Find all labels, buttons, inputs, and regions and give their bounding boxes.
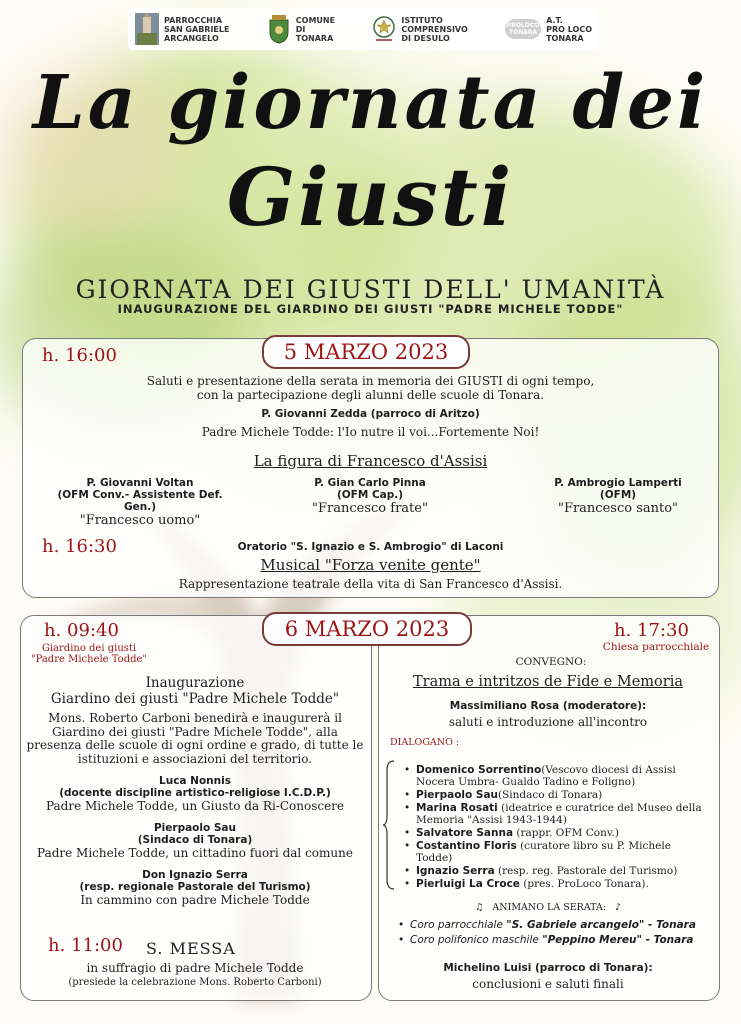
inaugurazione-desc-2: Giardino dei giusti "Padre Michele Todde", alla [52, 724, 338, 739]
day1-date: 5 MARZO 2023 [262, 335, 470, 369]
col-talk: "Francesco frate" [312, 501, 428, 516]
list-item: • Ignazio Serra (resp. reg. Pastorale del Turismo) [404, 865, 710, 877]
day1-col-3 [518, 477, 718, 516]
church-photo-icon [134, 13, 160, 45]
proloco-logo-text: PROLOCO TONARA [505, 19, 541, 39]
col-speaker-name: P. Ambrogio Lamperti [554, 477, 682, 489]
music-note-icon: ♫ [474, 902, 484, 913]
speaker-serra-name: Don Ignazio Serra [142, 869, 248, 881]
list-item: • Marina Rosati (ideatrice e curatrice del Museo della Memoria "Assisi 1943-1944) [404, 802, 710, 826]
speaker-sau-talk: Padre Michele Todde, un cittadino fuori dal comune [37, 846, 353, 860]
speaker-sau-role: (Sindaco di Tonara) [137, 834, 253, 846]
list-item: • Salvatore Sanna (rappr. OFM Conv.) [404, 827, 710, 839]
day1-hour-1600: h. 16:00 [42, 345, 117, 366]
inaugurazione-desc-1: Mons. Roberto Carboni benedirà e inaugurerà il [48, 711, 342, 725]
chiesa-note: Chiesa parrocchiale [602, 641, 710, 653]
closing-speaker-role: conclusioni e saluti finali [472, 977, 624, 991]
messa-desc-1: in suffragio di padre Michele Todde [86, 961, 304, 975]
speaker-nonnis-talk: Padre Michele Todde, un Giusto da Ri-Conoscere [45, 799, 345, 813]
day1-musical-desc: Rappresentazione teatrale della vita di San Francesco d'Assisi. [178, 577, 563, 591]
convegno-title: Trama e intritzos de Fide e Memoria [412, 674, 683, 690]
sponsor-logos-bar [128, 8, 598, 50]
day2-location-note: Giardino dei giusti "Padre Michele Todde" [30, 643, 148, 665]
col-talk: "Francesco uomo" [79, 513, 201, 528]
moderator-name: Massimiliano Rosa (moderatore): [449, 700, 647, 712]
subtitle-inaugurazione: INAUGURAZIONE DEL GIARDINO DEI GIUSTI "PADRE MICHELE TODDE" [117, 302, 624, 316]
day2-hour-1100: h. 11:00 [48, 935, 123, 956]
coat-of-arms-icon [266, 13, 292, 45]
day1-col-1 [40, 477, 240, 528]
music-note-icon: ♪ [615, 902, 622, 913]
animano-label: ANIMANO LA SERATA: [492, 902, 607, 913]
giardino-heading: Giardino dei giusti "Padre Michele Todde" [50, 691, 340, 707]
curly-brace-icon [383, 760, 395, 890]
day1-speaker-talk: Padre Michele Todde: l'Io nutre il voi...Fortemente Noi! [201, 425, 540, 439]
list-item: • Coro parrocchiale "S. Gabriele arcangelo" - Tonara [398, 918, 708, 933]
logo-comune [266, 13, 335, 45]
logo-istituto [371, 13, 467, 45]
logo-text: ISTITUTO COMPRENSIVO DI DESULO [401, 15, 468, 43]
col-speaker-role: (OFM Conv.- Assistente Def. Gen.) [57, 489, 223, 513]
list-item: • Coro polifonico maschile "Peppino Mereu" - Tonara [398, 933, 708, 948]
speaker-serra-talk: In cammino con padre Michele Todde [80, 893, 310, 907]
logo-text: COMUNE DI TONARA [295, 15, 336, 43]
inaugurazione-desc-4: istituzioni e associazioni del territorio. [77, 751, 313, 766]
list-item: • Pierpaolo Sau(Sindaco di Tonara) [404, 789, 710, 801]
inaugurazione-heading: Inaugurazione [145, 675, 245, 691]
list-item: • Pierluigi La Croce (pres. ProLoco Tonara). [404, 878, 710, 890]
logo-parrocchia [134, 13, 229, 45]
day2-hour-1730: h. 17:30 [614, 620, 689, 641]
italian-emblem-icon [371, 13, 397, 45]
day1-musical-title: Musical "Forza venite gente" [260, 556, 481, 574]
list-item: • Domenico Sorrentino(Vescovo diocesi di Assisi Nocera Umbra- Gualdo Tadino e Foligno) [404, 764, 710, 788]
col-speaker-role: (OFM) [599, 489, 637, 501]
proloco-logo-icon [504, 13, 542, 45]
logo-text: PARROCCHIA SAN GABRIELE ARCANGELO [164, 15, 230, 43]
day2-hour-0940: h. 09:40 [44, 620, 119, 641]
list-item: • Costantino Floris (curatore libro su P. Michele Todde) [404, 840, 710, 864]
speaker-nonnis-role: (docente discipline artistico-religiose I.C.D.P.) [59, 787, 331, 799]
convegno-label: CONVEGNO: [515, 656, 587, 668]
day1-hour-1630: h. 16:30 [42, 536, 117, 557]
messa-desc-2: (presiede la celebrazione Mons. Roberto Carboni) [68, 977, 322, 988]
day1-intro-line2: con la partecipazione degli alunni delle scuole di Tonara. [196, 388, 545, 402]
title-line-1: La giornata dei [32, 60, 709, 146]
choir-list [398, 918, 708, 948]
speaker-nonnis-name: Luca Nonnis [159, 775, 231, 787]
dialogano-speaker-list [404, 764, 710, 891]
day1-section-heading: La figura di Francesco d'Assisi [253, 452, 488, 470]
closing-speaker-name: Michelino Luisi (parroco di Tonara): [443, 962, 653, 974]
day1-oratorio: Oratorio "S. Ignazio e S. Ambrogio" di Laconi [237, 541, 504, 553]
animano-row [378, 902, 718, 913]
speaker-sau-name: Pierpaolo Sau [153, 822, 236, 834]
logo-text: A.T. PRO LOCO TONARA [546, 15, 592, 43]
day1-speaker-name: P. Giovanni Zedda (parroco di Aritzo) [261, 408, 480, 420]
moderator-role: saluti e introduzione all'incontro [448, 715, 648, 729]
inaugurazione-desc-3: presenza delle scuole di ogni ordine e grado, di tutte le [26, 738, 364, 752]
col-speaker-role: (OFM Cap.) [336, 489, 404, 501]
col-talk: "Francesco santo" [557, 501, 679, 516]
dialogano-label: DIALOGANO : [390, 737, 460, 748]
speaker-serra-role: (resp. regionale Pastorale del Turismo) [79, 881, 311, 893]
col-speaker-name: P. Gian Carlo Pinna [314, 477, 426, 489]
day1-col-2 [270, 477, 470, 516]
day2-date: 6 MARZO 2023 [262, 612, 472, 646]
logo-proloco [504, 13, 592, 45]
day2-left-content [20, 676, 370, 908]
col-speaker-name: P. Giovanni Voltan [86, 477, 194, 489]
title-line-2: Giusti [226, 150, 515, 244]
day1-intro-line1: Saluti e presentazione della serata in memoria dei GIUSTI di ogni tempo, [146, 374, 595, 388]
subtitle: GIORNATA DEI GIUSTI DELL' UMANITÀ [75, 275, 666, 304]
messa-heading: S. MESSA [146, 939, 236, 958]
